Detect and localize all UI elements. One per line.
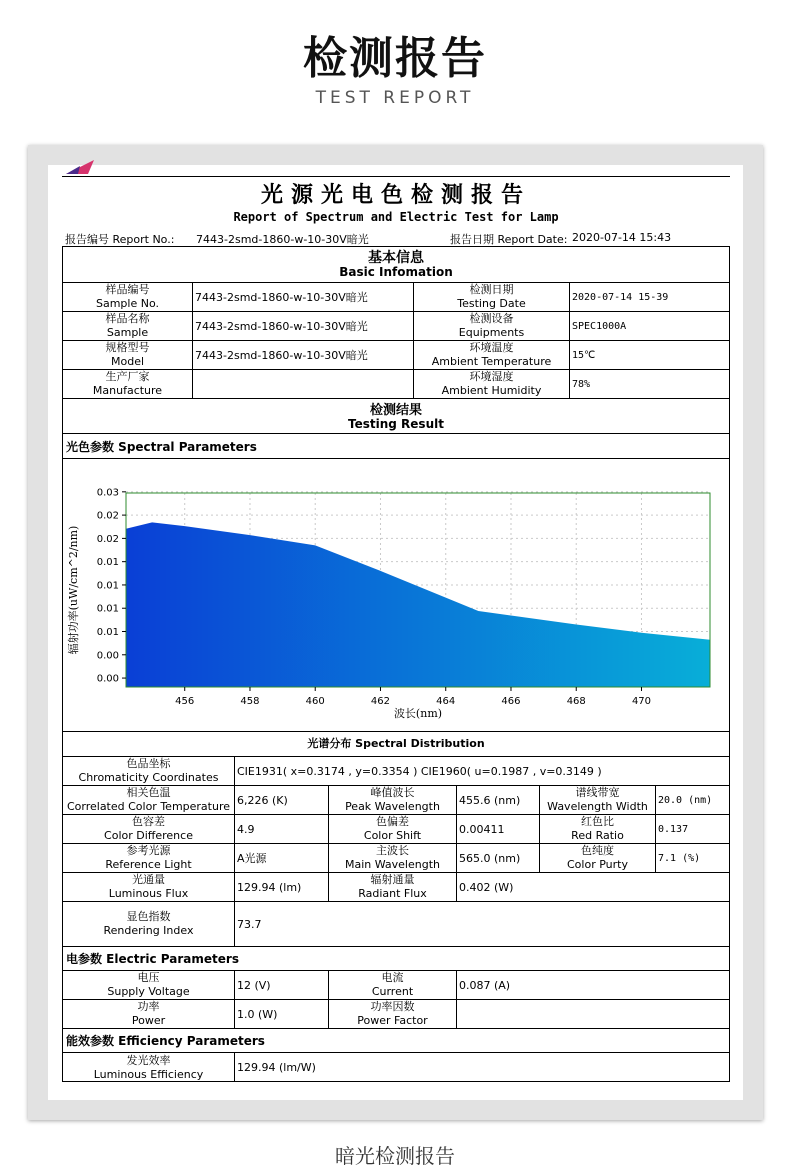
luminous-efficiency-label: 发光效率 Luminous Efficiency — [93, 1053, 204, 1081]
spectral-distribution-title: 光谱分布 Spectral Distribution — [307, 737, 485, 750]
reference-light-value: A光源 — [237, 852, 267, 865]
y-tick-label: 0.00 — [96, 673, 119, 685]
main-wavelength-label: 主波长 Main Wavelength — [344, 844, 440, 871]
electric-parameters-title: 电参数 Electric Parameters — [66, 952, 239, 966]
x-tick-label: 470 — [631, 696, 652, 707]
power-label: 功率 Power — [131, 1000, 166, 1027]
logo-icon — [66, 160, 94, 174]
color-purity-label: 色纯度 Color Purty — [567, 844, 628, 871]
report-title-en: Report of Spectrum and Electric Test for Lamp — [233, 210, 559, 224]
supply-voltage-label: 电压 Supply Voltage — [107, 971, 190, 998]
basic-header-en: Basic Infomation — [339, 265, 453, 279]
chromaticity-value: CIE1931( x=0.3174 , y=0.3354 ) CIE1960( u=0.1987 , v=0.3149 ) — [237, 764, 602, 778]
sample-label: 样品名称 Sample — [105, 312, 150, 339]
x-tick-label: 456 — [175, 696, 195, 707]
y-tick-label: 0.03 — [96, 487, 119, 499]
rendering-index-value: 73.7 — [237, 917, 262, 931]
color-shift-label: 色偏差 Color Shift — [363, 815, 422, 842]
x-tick-label: 462 — [370, 696, 391, 707]
spectrum-chart — [63, 479, 729, 731]
equipments-value: SPEC1000A — [572, 320, 627, 332]
page-title: 检测报告 — [303, 33, 487, 84]
y-tick-label: 0.02 — [96, 533, 119, 545]
sample-no-label: 样品编号 Sample No. — [95, 283, 159, 310]
wavelength-width-value: 20.0 (nm) — [658, 794, 713, 806]
sample-value: 7443-2smd-1860-w-10-30V暗光 — [195, 320, 368, 333]
ambient-temperature-value: 15℃ — [572, 349, 596, 361]
spectrum-area — [126, 522, 710, 687]
result-header-cn: 检测结果 — [369, 403, 422, 418]
testing-date-value: 2020-07-14 15-39 — [572, 291, 669, 303]
rendering-index-label: 显色指数 Rendering Index — [103, 910, 194, 937]
model-value: 7443-2smd-1860-w-10-30V暗光 — [195, 349, 368, 362]
top-rule — [62, 176, 730, 177]
manufacture-value — [192, 370, 413, 398]
ambient-humidity-value: 78% — [572, 378, 591, 390]
x-tick-label: 460 — [305, 696, 325, 707]
y-axis-label: 辐射功率(uW/cm^2/nm) — [67, 525, 80, 655]
report-date-label: 报告日期 Report Date: — [450, 233, 568, 246]
x-tick-label: 466 — [501, 696, 521, 707]
chromaticity-label: 色品坐标 Chromaticity Coordinates — [78, 757, 219, 784]
report-title-cn: 光源光电色检测报告 — [260, 182, 531, 208]
wavelength-width-label: 谱线带宽 Wavelength Width — [547, 786, 648, 813]
peak-wavelength-label: 峰值波长 Peak Wavelength — [345, 786, 440, 813]
cct-label: 相关色温 Correlated Color Temperature — [66, 786, 231, 813]
y-tick-label: 0.01 — [96, 627, 119, 639]
bottom-caption: 暗光检测报告 — [335, 1144, 455, 1168]
main-wavelength-value: 565.0 (nm) — [459, 851, 521, 865]
result-header-en: Testing Result — [348, 417, 444, 431]
ambient-temperature-label: 环境温度 Ambient Temperature — [431, 341, 552, 368]
report-no-label: 报告编号 Report No.: — [65, 233, 175, 246]
current-label: 电流 Current — [371, 971, 414, 998]
red-ratio-label: 红色比 Red Ratio — [571, 815, 624, 842]
color-shift-value: 0.00411 — [459, 822, 505, 836]
x-tick-label: 464 — [436, 696, 456, 707]
y-tick-label: 0.01 — [96, 603, 119, 615]
reference-light-label: 参考光源 Reference Light — [105, 844, 192, 871]
supply-voltage-value: 12 (V) — [237, 978, 271, 992]
color-difference-label: 色容差 Color Difference — [104, 815, 193, 842]
radiant-flux-label: 辐射通量 Radiant Flux — [358, 873, 427, 900]
current-value: 0.087 (A) — [459, 978, 511, 992]
y-tick-label: 0.02 — [96, 510, 119, 522]
efficiency-parameters-title: 能效参数 Efficiency Parameters — [66, 1034, 265, 1048]
basic-header-cn: 基本信息 — [368, 250, 424, 266]
testing-date-label: 检测日期 Testing Date — [457, 283, 526, 310]
y-tick-label: 0.01 — [96, 580, 119, 592]
report-no: 7443-2smd-1860-w-10-30V暗光 — [196, 233, 369, 246]
luminous-flux-value: 129.94 (lm) — [237, 880, 302, 894]
color-difference-value: 4.9 — [237, 822, 255, 836]
y-tick-label: 0.00 — [96, 650, 119, 662]
x-tick-label: 458 — [240, 696, 260, 707]
y-tick-label: 0.01 — [96, 557, 119, 569]
power-factor-value — [456, 1000, 659, 1028]
luminous-flux-label: 光通量 Luminous Flux — [108, 873, 189, 900]
x-tick-label: 468 — [566, 696, 586, 707]
power-factor-label: 功率因数 Power Factor — [357, 1000, 428, 1027]
color-purity-value: 7.1 (%) — [658, 852, 701, 864]
manufacture-label: 生产厂家 Manufacture — [92, 370, 163, 397]
peak-wavelength-value: 455.6 (nm) — [459, 793, 521, 807]
report-table — [62, 246, 730, 1082]
cct-value: 6,226 (K) — [237, 793, 288, 807]
ambient-humidity-label: 环境湿度 Ambient Humidity — [441, 370, 542, 397]
red-ratio-value: 0.137 — [658, 823, 689, 835]
luminous-efficiency-value: 129.94 (lm/W) — [237, 1061, 316, 1074]
radiant-flux-value: 0.402 (W) — [459, 880, 514, 894]
power-value: 1.0 (W) — [237, 1007, 278, 1021]
sample-no-value: 7443-2smd-1860-w-10-30V暗光 — [195, 291, 368, 304]
spectral-parameters-title: 光色参数 Spectral Parameters — [66, 439, 257, 454]
model-label: 规格型号 Model — [105, 341, 150, 368]
equipments-label: 检测设备 Equipments — [458, 312, 525, 339]
page-subtitle: TEST REPORT — [315, 88, 475, 108]
report-date: 2020-07-14 15:43 — [572, 231, 672, 244]
x-axis-label: 波长(nm) — [393, 707, 443, 720]
